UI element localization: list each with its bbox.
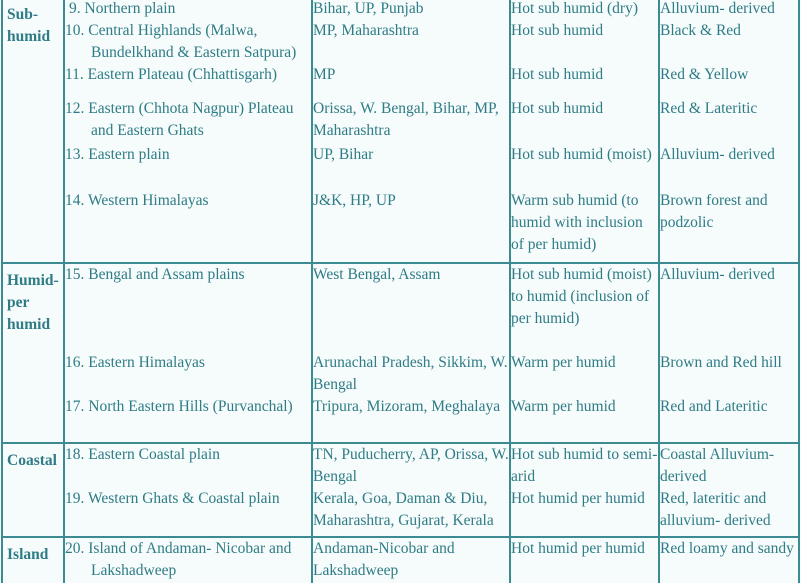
soil-cell: Red loamy and sandy <box>660 540 794 557</box>
climate-cell: Warm sub humid (to humid with inclusion of per humid) <box>511 192 643 253</box>
zone-cell: 16. Eastern Himalayas <box>65 354 205 371</box>
soil-cell: Alluvium- derived <box>660 0 775 17</box>
soil-column <box>659 443 799 537</box>
climate-cell: Hot sub humid <box>511 66 604 83</box>
states-column <box>312 443 510 537</box>
soil-cell: Brown and Red hill <box>660 354 782 371</box>
climate-cell: Warm per humid <box>511 354 616 371</box>
soil-column <box>659 537 799 583</box>
table-group-humid-per-humid <box>2 263 799 443</box>
climate-cell: Hot sub humid to semi-arid <box>511 446 658 485</box>
states-cell: UP, Bihar <box>313 146 374 163</box>
table-group-coastal <box>2 443 799 537</box>
soil-cell: Red, lateritic and alluvium- derived <box>660 490 771 529</box>
soil-cell: Alluvium- derived <box>660 266 775 283</box>
climate-cell: Warm per humid <box>511 398 616 415</box>
region-name: Humid-per humid <box>7 272 59 333</box>
states-column <box>312 0 510 263</box>
zone-cell: 18. Eastern Coastal plain <box>65 446 220 463</box>
climate-column <box>510 263 659 443</box>
agro-climatic-zones-table <box>1 0 800 583</box>
states-cell: Andaman-Nicobar and Lakshadweep <box>313 540 455 579</box>
zone-column <box>64 0 312 263</box>
climate-cell: Hot humid per humid <box>511 540 645 557</box>
climate-column <box>510 443 659 537</box>
soil-column <box>659 0 799 263</box>
states-cell: Kerala, Goa, Daman & Diu, Maharashtra, Gujarat, Kerala <box>313 490 494 529</box>
region-name: Coastal <box>7 452 57 469</box>
zone-cell: 9. Northern plain <box>69 0 176 17</box>
soil-cell: Coastal Alluvium- derived <box>660 446 775 485</box>
soil-cell: Brown forest and podzolic <box>660 192 768 231</box>
states-column <box>312 263 510 443</box>
region-label <box>2 537 64 583</box>
zone-cell: 14. Western Himalayas <box>65 192 209 209</box>
climate-column <box>510 537 659 583</box>
table-group-island <box>2 537 799 583</box>
zone-cell: 17. North Eastern Hills (Purvanchal) <box>65 398 293 415</box>
zone-cell: 11. Eastern Plateau (Chhattisgarh) <box>65 66 278 83</box>
soil-cell: Red & Yellow <box>660 66 749 83</box>
region-name: Island <box>7 546 49 563</box>
region-label <box>2 263 64 443</box>
states-cell: Bihar, UP, Punjab <box>313 0 424 17</box>
states-cell: Arunachal Pradesh, Sikkim, W. Bengal <box>313 354 508 393</box>
zone-column <box>64 263 312 443</box>
climate-cell: Hot sub humid (dry) <box>511 0 639 17</box>
states-cell: TN, Puducherry, AP, Orissa, W. Bengal <box>313 446 509 485</box>
soil-cell: Alluvium- derived <box>660 146 775 163</box>
zone-cell: 13. Eastern plain <box>65 146 170 163</box>
climate-cell: Hot sub humid (moist) <box>511 146 652 163</box>
soil-column <box>659 263 799 443</box>
zone-cell: 12. Eastern (Chhota Nagpur) Plateau and Eastern Ghats <box>65 100 294 139</box>
zone-cell: 15. Bengal and Assam plains <box>65 266 245 283</box>
states-column <box>312 537 510 583</box>
region-label <box>2 0 64 263</box>
table-group-sub-humid <box>2 0 799 263</box>
soil-cell: Red and Lateritic <box>660 398 768 415</box>
states-cell: Tripura, Mizoram, Meghalaya <box>313 398 501 415</box>
region-label <box>2 443 64 537</box>
climate-cell: Hot humid per humid <box>511 490 645 507</box>
climate-column <box>510 0 659 263</box>
states-cell: West Bengal, Assam <box>313 266 441 283</box>
zone-cell: 19. Western Ghats & Coastal plain <box>65 490 280 507</box>
region-name: Sub-humid <box>7 6 51 45</box>
climate-cell: Hot sub humid <box>511 100 604 117</box>
zone-column <box>64 443 312 537</box>
states-cell: MP, Maharashtra <box>313 22 419 39</box>
soil-cell: Black & Red <box>660 22 741 39</box>
climate-cell: Hot sub humid <box>511 22 604 39</box>
climate-cell: Hot sub humid (moist) to humid (inclusion of per humid) <box>511 266 652 327</box>
states-cell: J&K, HP, UP <box>313 192 396 209</box>
zone-column <box>64 537 312 583</box>
zone-cell: 20. Island of Andaman- Nicobar and Lakshadweep <box>65 540 292 579</box>
states-cell: MP <box>313 66 336 83</box>
zone-cell: 10. Central Highlands (Malwa, Bundelkhand & Eastern Satpura) <box>65 22 297 61</box>
soil-cell: Red & Lateritic <box>660 100 758 117</box>
states-cell: Orissa, W. Bengal, Bihar, MP, Maharashtra <box>313 100 499 139</box>
